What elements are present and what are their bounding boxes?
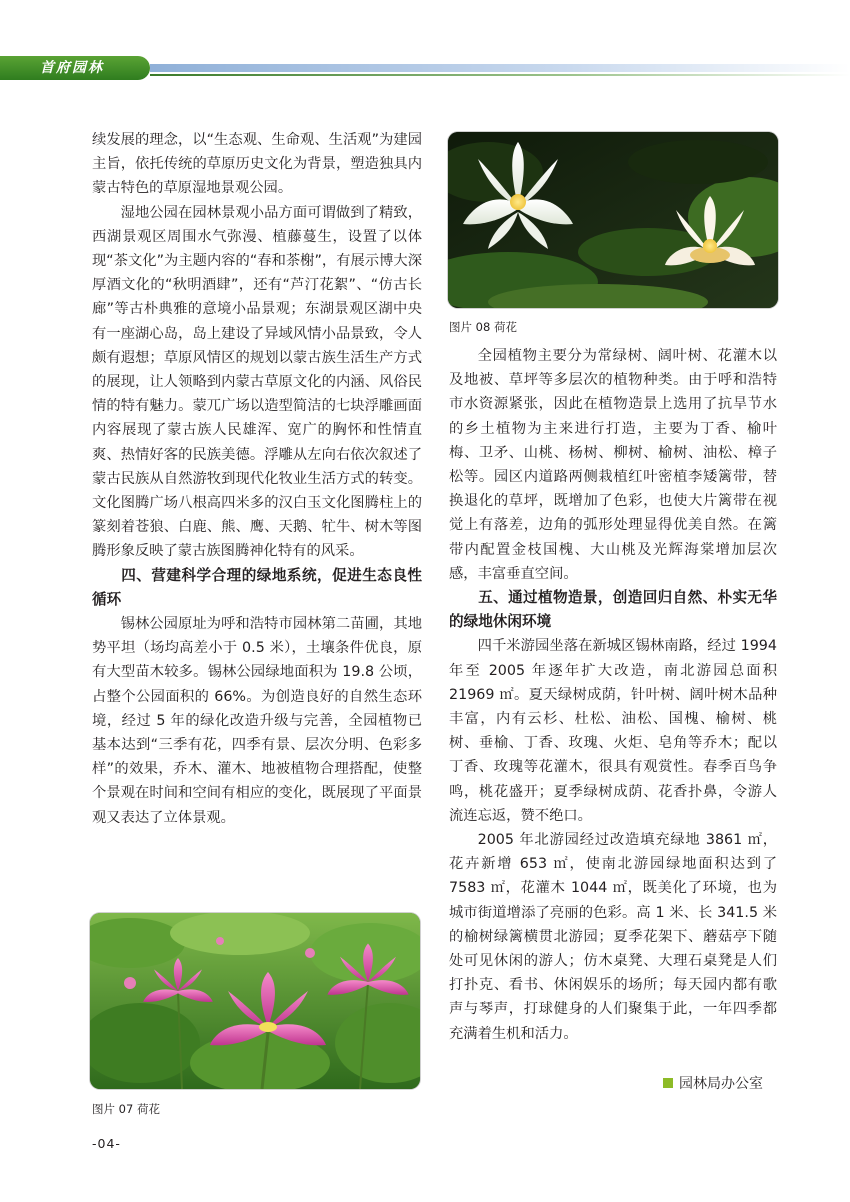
paragraph: 全园植物主要分为常绿树、阔叶树、花灌木以及地被、草坪等多层次的植物种类。由于呼和浩特市水资源紧张，因此在植物造景上选用了抗旱节水的乡土植物为主来进行打造，主要为丁香、榆叶梅、卫矛、山桃、杨树、柳树、榆树、油松、樟子松等。园区内道路两侧栽植红叶密植李矮篱带，替换退化的草坪，既增加了色彩，也使大片篱带在视觉上有落差，边角的弧形处理显得优美自然。在篱带内配置金枝国槐、大山桃及光辉海棠增加层次感，丰富垂直空间。 <box>449 348 777 582</box>
header-decor-line-green <box>150 74 850 76</box>
header-decor-line <box>150 64 850 72</box>
figure-07-caption: 图片 07 荷花 <box>92 1102 160 1116</box>
page-number: -04- <box>92 1136 121 1151</box>
water-lily-photo <box>448 132 778 308</box>
section-heading: 四、营建科学合理的绿地系统，促进生态良性循环 <box>92 566 422 608</box>
figure-08-caption: 图片 08 荷花 <box>449 320 517 334</box>
section-heading: 五、通过植物造景，创造回归自然、朴实无华的绿地休闲环境 <box>449 589 777 631</box>
paragraph: 湿地公园在园林景观小品方面可谓做到了精致，西湖景观区周围水气弥漫、植藤蔓生，设置了以体现“茶文化”为主题内容的“春和茶榭”，有展示博大深厚酒文化的“秋明酒肆”，还有“芦汀花絮”、“仿古长廊”等古朴典雅的意境小品景观；东湖景观区湖中央有一座湖心岛，岛上建设了异域风情小品景致，令人颇有遐想；草原风情区的规划以蒙古族生活生产方式的展现，让人领略到内蒙古草原文化的内涵、风俗民情的特有魅力。蒙兀广场以造型简洁的七块浮雕画面内容展现了蒙古族人民雄浑、宽广的胸怀和性情直爽、热情好客的民族美德。浮雕从左向右依次叙述了蒙古民族从自然游牧到现代化牧业生活方式的转变。文化图腾广场八根高四米多的汉白玉文化图腾柱上的篆刻着苍狼、白鹿、熊、鹰、天鹅、牤牛、树木等图腾形象反映了蒙古族图腾神化特有的风采。 <box>92 204 422 560</box>
signature-square-icon <box>663 1078 673 1088</box>
right-text-column <box>449 344 777 1046</box>
paragraph: 四千米游园坐落在新城区锡林南路，经过 1994 年至 2005 年逐年扩大改造，南北游园总面积 21969 ㎡。夏天绿树成荫，针叶树、阔叶树木品种丰富，内有云杉、杜松、油松、国槐、榆树、桃树、垂榆、丁香、玫瑰、火炬、皂角等乔木；配以丁香、玫瑰等花灌木，很具有观赏性。春季百鸟争鸣，桃花盛开；夏季绿树成荫、花香扑鼻，令游人流连忘返，赞不绝口。 <box>449 638 777 824</box>
paragraph: 锡林公园原址为呼和浩特市园林第二苗圃，其地势平坦（场均高差小于 0.5 米），土壤条件优良，原有大型苗木较多。锡林公园绿地面积为 19.8 公顷，占整个公园面积的 66%。为创造良好的自然生态环境，经过 5 年的绿化改造升级与完善，全园植物已基本达到“三季有花，四季有景、层次分明、色彩多样”的效果，乔木、灌木、地被植物合理搭配，使整个景观在时间和空间有相应的变化，既展现了平面景观又表达了立体景观。 <box>92 616 422 826</box>
section-title: 首府园林 <box>40 60 104 76</box>
section-header-tab <box>0 56 150 80</box>
author-signature <box>663 1073 763 1093</box>
signature-text: 园林局办公室 <box>679 1076 763 1092</box>
left-text-column <box>92 128 422 830</box>
paragraph: 2005 年北游园经过改造填充绿地 3861 ㎡，花卉新增 653 ㎡，使南北游园绿地面积达到了 7583 ㎡，花灌木 1044 ㎡，既美化了环境，也为城市街道增添了亮丽的色彩。高 1 米、长 341.5 米的榆树绿篱横贯北游园；夏季花架下、蘑菇亭下随处可见休闲的游人；仿木桌凳、大理石桌凳是人们打扑克、看书、休闲娱乐的场所；每天园内都有歌声与琴声，打球健身的人们聚集于此，一年四季都充满着生机和活力。 <box>449 832 777 1042</box>
paragraph: 续发展的理念，以“生态观、生命观、生活观”为建园主旨，依托传统的草原历史文化为背景，塑造独具内蒙古特色的草原湿地景观公园。 <box>92 132 422 197</box>
lotus-photo <box>90 913 420 1089</box>
water-lily-illustration <box>448 132 778 308</box>
lotus-illustration <box>90 913 420 1089</box>
